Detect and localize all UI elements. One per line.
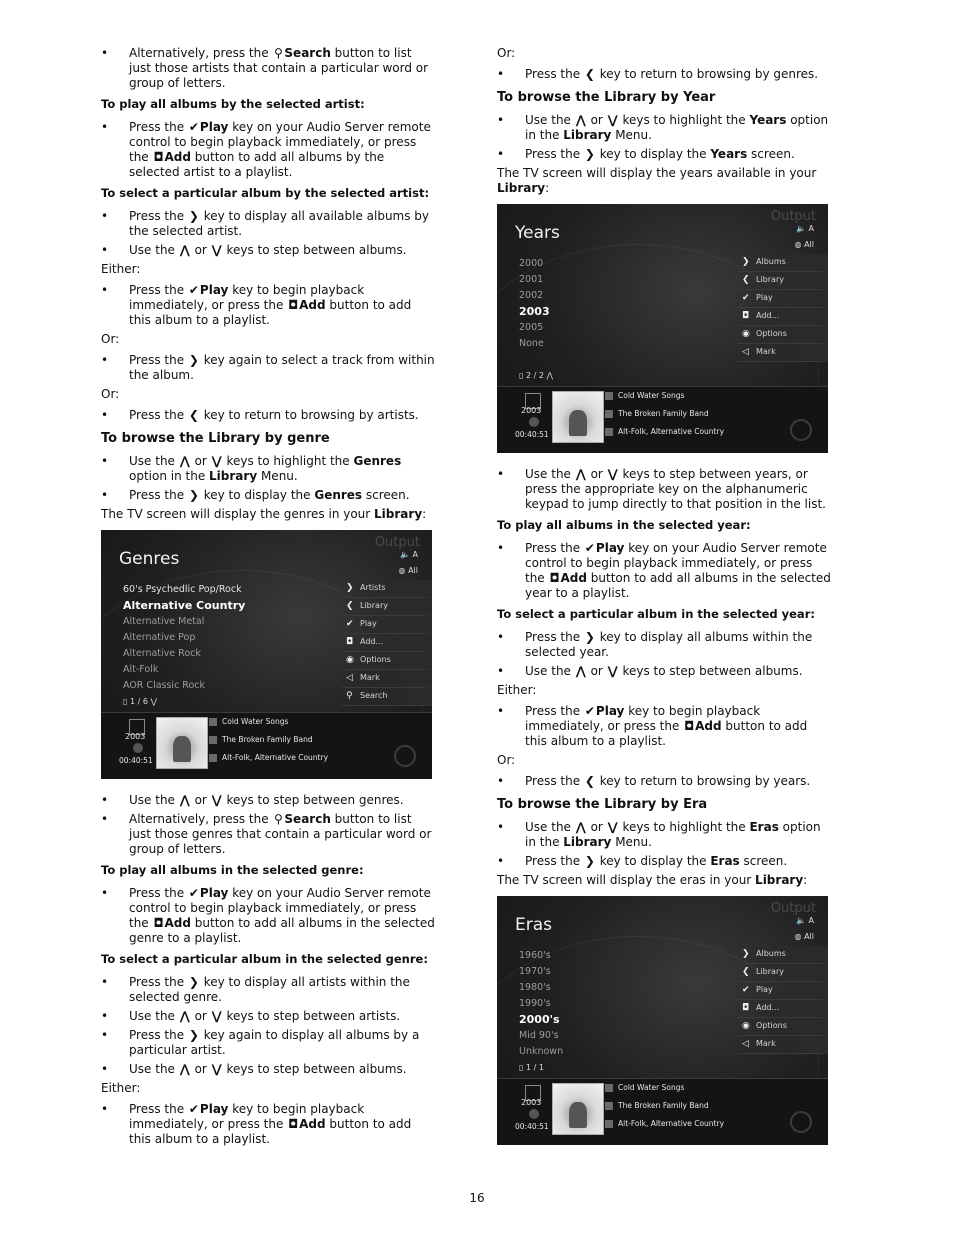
bullet-return-artists: • Press the ❮ key to return to browsing by artists. bbox=[101, 408, 436, 423]
chevron-left-icon: ❮ bbox=[584, 67, 595, 81]
menu-item-albums[interactable]: ❯ Albums bbox=[738, 946, 828, 964]
list-item[interactable]: 1980's bbox=[519, 982, 551, 993]
globe-icon: ◍ bbox=[398, 566, 409, 575]
clock-icon bbox=[529, 417, 539, 427]
album-meta bbox=[209, 713, 328, 767]
year-intro: The TV screen will display the years available in your Library: bbox=[497, 166, 817, 195]
check-icon: ✔ bbox=[346, 619, 354, 629]
list-item[interactable]: Alternative Metal bbox=[123, 616, 205, 627]
bullet-return-years: • Press the ❮ key to return to browsing by years. bbox=[497, 774, 832, 789]
chevron-down-icon: ⋁ bbox=[607, 820, 618, 834]
chevron-right-icon: ❯ bbox=[584, 630, 595, 644]
year-list bbox=[519, 256, 709, 352]
brand-logo-icon bbox=[790, 419, 812, 441]
check-icon: ✔ bbox=[742, 985, 750, 995]
menu-item-library[interactable]: ❮ Library bbox=[342, 598, 432, 616]
heading-play-all-albums-artist: To play all albums by the selected artist: bbox=[101, 97, 365, 111]
list-item-selected[interactable]: 2000's bbox=[519, 1013, 560, 1026]
or-label: Or: bbox=[497, 46, 516, 60]
heading-play-all-year: To play all albums in the selected year: bbox=[497, 518, 751, 532]
speaker-zone: 🔈 A bbox=[796, 916, 814, 925]
album-genre: Alt-Folk, Alternative Country bbox=[605, 423, 724, 441]
brand-logo-icon bbox=[790, 1111, 812, 1133]
chevron-down-icon: ⋁ bbox=[211, 1009, 222, 1023]
or-label: Or: bbox=[101, 332, 120, 346]
chevron-right-icon: ❯ bbox=[188, 1028, 199, 1042]
page-indicator: ▯ 1 / 1 bbox=[519, 1063, 544, 1072]
or-label: Or: bbox=[497, 753, 516, 767]
chevron-up-icon: ⋀ bbox=[543, 371, 554, 380]
heading-browse-era: To browse the Library by Era bbox=[497, 797, 708, 812]
menu-item-mark[interactable]: ◁ Mark bbox=[738, 1036, 828, 1054]
add-icon: ◘ bbox=[684, 719, 695, 733]
menu-item-mark[interactable]: ◁ Mark bbox=[738, 344, 828, 362]
menu-item-add[interactable]: ◘ Add... bbox=[738, 1000, 828, 1018]
heading-browse-genre: To browse the Library by genre bbox=[101, 431, 330, 446]
all-zones: ◍ All bbox=[794, 932, 814, 941]
album-year: 2003 bbox=[125, 732, 146, 741]
bullet-highlight-years: • Use the ⋀ or ⋁ keys to highlight the Years option in the Library Menu. bbox=[497, 113, 832, 143]
screen-title: Years bbox=[515, 223, 560, 243]
now-playing-bar bbox=[497, 1078, 828, 1145]
side-menu bbox=[738, 254, 828, 362]
menu-item-library[interactable]: ❮ Library bbox=[738, 964, 828, 982]
menu-item-options[interactable]: ◉ Options bbox=[738, 1018, 828, 1036]
chevron-right-icon: ❯ bbox=[346, 583, 354, 593]
either-label: Either: bbox=[101, 262, 141, 276]
search-icon: ⚲ bbox=[274, 46, 283, 60]
list-item[interactable]: 2000 bbox=[519, 258, 544, 269]
chevron-right-icon: ❯ bbox=[742, 949, 750, 959]
clock-icon bbox=[529, 1109, 539, 1119]
menu-item-search[interactable]: ⚲ Search bbox=[342, 688, 432, 706]
add-icon: ◘ bbox=[153, 150, 164, 164]
bullet-display-years: • Press the ❯ key to display the Years screen. bbox=[497, 147, 832, 162]
speaker-icon: 🔈 bbox=[796, 224, 809, 233]
album-meta bbox=[605, 1079, 724, 1133]
eras-screen bbox=[497, 896, 828, 1145]
chevron-left-icon: ❮ bbox=[742, 275, 750, 285]
list-item[interactable]: 2001 bbox=[519, 274, 544, 285]
globe-icon: ◍ bbox=[794, 240, 805, 249]
chevron-right-icon: ❯ bbox=[188, 975, 199, 989]
add-icon: ◘ bbox=[153, 916, 164, 930]
list-item[interactable]: Mid 90's bbox=[519, 1030, 559, 1041]
speaker-icon: 🔈 bbox=[796, 916, 809, 925]
check-icon: ✔ bbox=[188, 1102, 199, 1116]
chevron-up-icon: ⋀ bbox=[179, 243, 190, 257]
menu-item-play[interactable]: ✔ Play bbox=[342, 616, 432, 634]
chevron-left-icon: ❮ bbox=[584, 774, 595, 788]
album-duration: 00:40:51 bbox=[515, 430, 549, 439]
menu-item-mark[interactable]: ◁ Mark bbox=[342, 670, 432, 688]
era-intro: The TV screen will display the eras in your Library: bbox=[497, 873, 808, 887]
chevron-down-icon: ⋁ bbox=[211, 793, 222, 807]
chevron-right-icon: ❯ bbox=[742, 257, 750, 267]
chevron-left-icon: ❮ bbox=[742, 967, 750, 977]
chevron-up-icon: ⋀ bbox=[179, 454, 190, 468]
chevron-down-icon: ⋁ bbox=[607, 467, 618, 481]
heading-select-album-artist: To select a particular album by the selected artist: bbox=[101, 186, 430, 200]
heading-select-album-year: To select a particular album in the selected year: bbox=[497, 607, 815, 621]
screen-title: Genres bbox=[119, 549, 180, 569]
right-column bbox=[497, 46, 832, 1159]
bullet-step-albums: • Use the ⋀ or ⋁ keys to step between albums. bbox=[101, 243, 436, 258]
album-genre: Alt-Folk, Alternative Country bbox=[605, 1115, 724, 1133]
menu-item-albums[interactable]: ❯ Albums bbox=[738, 254, 828, 272]
menu-item-options[interactable]: ◉ Options bbox=[738, 326, 828, 344]
menu-item-add[interactable]: ◘ Add... bbox=[738, 308, 828, 326]
options-icon: ◉ bbox=[742, 1021, 750, 1031]
bullet-play-album: • Press the ✔Play key to begin playback immediately, or press the ◘Add button to add this album to a playlist. bbox=[497, 704, 832, 749]
menu-item-add[interactable]: ◘ Add... bbox=[342, 634, 432, 652]
list-item-selected[interactable]: Alternative Country bbox=[123, 599, 246, 612]
album-title: Cold Water Songs bbox=[605, 1079, 724, 1097]
output-label: Output bbox=[374, 535, 420, 550]
chevron-down-icon: ⋁ bbox=[211, 1062, 222, 1076]
list-item[interactable]: 60's Psychedlic Pop/Rock bbox=[123, 584, 242, 595]
chevron-up-icon: ⋀ bbox=[575, 664, 586, 678]
output-label: Output bbox=[770, 901, 816, 916]
page-icon: ▯ bbox=[519, 1063, 526, 1072]
list-item[interactable]: 1960's bbox=[519, 950, 551, 961]
bullet-highlight-genres: • Use the ⋀ or ⋁ keys to highlight the Genres option in the Library Menu. bbox=[101, 454, 436, 484]
chevron-right-icon: ❯ bbox=[584, 854, 595, 868]
bullet-step-years: • Use the ⋀ or ⋁ keys to step between years, or press the appropriate key on the alphanumeric keypad to jump directly to that position in the list. bbox=[497, 467, 832, 512]
add-icon: ◘ bbox=[549, 571, 560, 585]
bullet-display-genres: • Press the ❯ key to display the Genres screen. bbox=[101, 488, 436, 503]
album-cover bbox=[552, 1083, 604, 1135]
bullet-highlight-eras: • Use the ⋀ or ⋁ keys to highlight the Eras option in the Library Menu. bbox=[497, 820, 832, 850]
album-cover bbox=[156, 717, 208, 769]
search-icon: ⚲ bbox=[274, 812, 283, 826]
album-cover bbox=[552, 391, 604, 443]
menu-item-library[interactable]: ❮ Library bbox=[738, 272, 828, 290]
chevron-down-icon: ⋁ bbox=[211, 243, 222, 257]
search-icon: ⚲ bbox=[346, 691, 353, 701]
side-menu bbox=[738, 946, 828, 1054]
check-icon: ✔ bbox=[584, 541, 595, 555]
add-icon: ◘ bbox=[346, 637, 354, 647]
check-icon: ✔ bbox=[584, 704, 595, 718]
chevron-up-icon: ⋀ bbox=[179, 793, 190, 807]
mark-icon: ◁ bbox=[742, 347, 749, 357]
chevron-right-icon: ❯ bbox=[188, 488, 199, 502]
add-icon: ◘ bbox=[288, 298, 299, 312]
menu-item-play[interactable]: ✔ Play bbox=[738, 982, 828, 1000]
list-item[interactable]: Alternative Rock bbox=[123, 648, 201, 659]
page-indicator: ▯ 1 / 6 ⋁ bbox=[123, 697, 158, 706]
chevron-left-icon: ❮ bbox=[346, 601, 354, 611]
speaker-zone: 🔈 A bbox=[400, 550, 418, 559]
clock-icon bbox=[133, 743, 143, 753]
chevron-right-icon: ❯ bbox=[188, 209, 199, 223]
album-title: Cold Water Songs bbox=[605, 387, 724, 405]
side-menu bbox=[342, 580, 432, 706]
album-duration: 00:40:51 bbox=[119, 756, 153, 765]
album-genre: Alt-Folk, Alternative Country bbox=[209, 749, 328, 767]
options-icon: ◉ bbox=[346, 655, 354, 665]
bullet-step-albums: • Use the ⋀ or ⋁ keys to step between albums. bbox=[101, 1062, 436, 1077]
bullet-step-albums: • Use the ⋀ or ⋁ keys to step between albums. bbox=[497, 664, 832, 679]
years-screen bbox=[497, 204, 828, 453]
bullet-play-album: • Press the ✔Play key to begin playback immediately, or press the ◘Add button to add this album to a playlist. bbox=[101, 283, 436, 328]
chevron-right-icon: ❯ bbox=[584, 147, 595, 161]
left-column bbox=[101, 46, 436, 1151]
list-item[interactable]: 2002 bbox=[519, 290, 544, 301]
page-icon: ▯ bbox=[123, 697, 130, 706]
heading-play-all-genre: To play all albums in the selected genre: bbox=[101, 863, 364, 877]
bullet-step-artists: • Use the ⋀ or ⋁ keys to step between artists. bbox=[101, 1009, 436, 1024]
mark-icon: ◁ bbox=[742, 1039, 749, 1049]
era-list bbox=[519, 948, 709, 1060]
bullet-display-albums-artist: • Press the ❯ key again to display all albums by a particular artist. bbox=[101, 1028, 436, 1058]
album-meta bbox=[605, 387, 724, 441]
all-zones: ◍ All bbox=[794, 240, 814, 249]
menu-item-options[interactable]: ◉ Options bbox=[342, 652, 432, 670]
check-icon: ✔ bbox=[188, 283, 199, 297]
chevron-up-icon: ⋀ bbox=[179, 1009, 190, 1023]
list-item[interactable]: Alt-Folk bbox=[123, 664, 159, 675]
chevron-right-icon: ❯ bbox=[188, 353, 199, 367]
add-icon: ◘ bbox=[742, 311, 750, 321]
globe-icon: ◍ bbox=[794, 932, 805, 941]
speaker-zone: 🔈 A bbox=[796, 224, 814, 233]
chevron-up-icon: ⋀ bbox=[575, 467, 586, 481]
bullet-play-year: • Press the ✔Play key on your Audio Server remote control to begin playback immediately, or press the ◘Add button to add all albums in the selected year to a playlist. bbox=[497, 541, 832, 601]
bullet-display-albums-year: • Press the ❯ key to display all albums within the selected year. bbox=[497, 630, 832, 660]
either-label: Either: bbox=[101, 1081, 141, 1095]
all-zones: ◍ All bbox=[398, 566, 418, 575]
list-item[interactable]: Alternative Pop bbox=[123, 632, 196, 643]
genre-list bbox=[123, 582, 313, 694]
list-item[interactable]: AOR Classic Rock bbox=[123, 680, 206, 691]
or-label: Or: bbox=[101, 387, 120, 401]
check-icon: ✔ bbox=[188, 886, 199, 900]
chevron-down-icon: ⋁ bbox=[211, 454, 222, 468]
chevron-up-icon: ⋀ bbox=[575, 820, 586, 834]
heading-browse-year: To browse the Library by Year bbox=[497, 90, 716, 105]
bullet-play-genre: • Press the ✔Play key on your Audio Server remote control to begin playback immediately, or press the ◘Add button to add all albums in the selected genre to a playlist. bbox=[101, 886, 436, 946]
bullet-search-artists: • Alternatively, press the ⚲ Search button to list just those artists that contain a particular word or group of letters. bbox=[101, 46, 436, 91]
list-item-selected[interactable]: 2003 bbox=[519, 305, 550, 318]
check-icon: ✔ bbox=[188, 120, 199, 134]
add-icon: ◘ bbox=[742, 1003, 750, 1013]
album-artist: The Broken Family Band bbox=[209, 731, 328, 749]
list-item[interactable]: Unknown bbox=[519, 1046, 564, 1057]
chevron-down-icon: ⋁ bbox=[607, 664, 618, 678]
bullet-display-albums: • Press the ❯ key to display all available albums by the selected artist. bbox=[101, 209, 436, 239]
now-playing-bar bbox=[101, 712, 432, 779]
either-label: Either: bbox=[497, 683, 537, 697]
album-year: 2003 bbox=[521, 1098, 542, 1107]
list-item[interactable]: 1990's bbox=[519, 998, 551, 1009]
list-item[interactable]: None bbox=[519, 338, 544, 349]
album-year: 2003 bbox=[521, 406, 542, 415]
bullet-display-artists: • Press the ❯ key to display all artists within the selected genre. bbox=[101, 975, 436, 1005]
add-icon: ◘ bbox=[288, 1117, 299, 1131]
genre-intro: The TV screen will display the genres in your Library: bbox=[101, 507, 427, 521]
now-playing-bar bbox=[497, 386, 828, 453]
page-icon: ▯ bbox=[519, 371, 526, 380]
list-item[interactable]: 1970's bbox=[519, 966, 551, 977]
options-icon: ◉ bbox=[742, 329, 750, 339]
page-number: 16 bbox=[469, 1191, 485, 1205]
bullet-play-album: • Press the ✔Play key to begin playback immediately, or press the ◘Add button to add this album to a playlist. bbox=[101, 1102, 436, 1147]
brand-logo-icon bbox=[394, 745, 416, 767]
chevron-left-icon: ❮ bbox=[188, 408, 199, 422]
list-item[interactable]: 2005 bbox=[519, 322, 544, 333]
album-artist: The Broken Family Band bbox=[605, 1097, 724, 1115]
genres-screen bbox=[101, 530, 432, 779]
speaker-icon: 🔈 bbox=[400, 550, 413, 559]
bullet-play-artist: • Press the ✔Play key on your Audio Server remote control to begin playback immediately, or press the ◘Add button to add all albums by the selected artist to a playlist. bbox=[101, 120, 436, 180]
bullet-return-genres: • Press the ❮ key to return to browsing by genres. bbox=[497, 67, 832, 82]
bullet-search-genres: • Alternatively, press the ⚲ Search button to list just those genres that contain a particular word or group of letters. bbox=[101, 812, 436, 857]
screen-title: Eras bbox=[515, 915, 553, 935]
check-icon: ✔ bbox=[742, 293, 750, 303]
album-duration: 00:40:51 bbox=[515, 1122, 549, 1131]
menu-item-artists[interactable]: ❯ Artists bbox=[342, 580, 432, 598]
bullet-step-genres: • Use the ⋀ or ⋁ keys to step between genres. bbox=[101, 793, 436, 808]
album-artist: The Broken Family Band bbox=[605, 405, 724, 423]
chevron-up-icon: ⋀ bbox=[575, 113, 586, 127]
heading-select-album-genre: To select a particular album in the selected genre: bbox=[101, 952, 428, 966]
page-indicator: ▯ 2 / 2 ⋀ bbox=[519, 371, 554, 380]
mark-icon: ◁ bbox=[346, 673, 353, 683]
bullet-display-eras: • Press the ❯ key to display the Eras screen. bbox=[497, 854, 832, 869]
chevron-down-icon: ⋁ bbox=[147, 697, 158, 706]
output-label: Output bbox=[770, 209, 816, 224]
album-title: Cold Water Songs bbox=[209, 713, 328, 731]
chevron-up-icon: ⋀ bbox=[179, 1062, 190, 1076]
menu-item-play[interactable]: ✔ Play bbox=[738, 290, 828, 308]
bullet-select-track: • Press the ❯ key again to select a track from within the album. bbox=[101, 353, 436, 383]
chevron-down-icon: ⋁ bbox=[607, 113, 618, 127]
